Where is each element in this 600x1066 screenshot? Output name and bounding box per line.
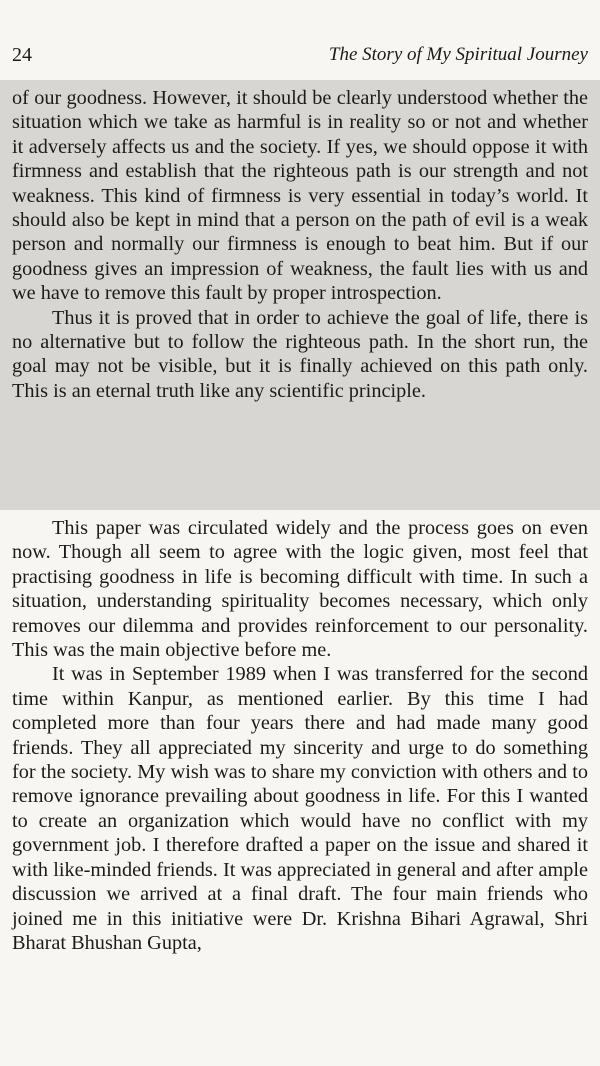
quoted-excerpt-text — [12, 86, 588, 403]
quote-paragraph: of our goodness. However, it should be clearly understood whether the situation which we take as harmful is in reality so or not and whether it adversely affects us and the society. If yes, we should oppose it with firmness and establish that the righteous path is our strength and not weakness. This kind of firmness is very essential in today’s world. It should also be kept in mind that a person on the path of evil is a weak person and normally our firmness is enough to beat him. But if our goodness gives an impression of weakness, the fault lies with us and we have to remove this fault by proper introspection. — [12, 87, 588, 305]
page-header — [12, 42, 588, 72]
page-number: 24 — [12, 44, 32, 66]
quote-paragraph: Thus it is proved that in order to achieve the goal of life, there is no alternative but to follow the righteous path. In the short run, the goal may not be visible, but it is finally achieved on this path only. This is an eternal truth like any scientific principle. — [12, 306, 588, 402]
running-title: The Story of My Spiritual Journey — [328, 44, 588, 65]
body-paragraph: It was in September 1989 when I was transferred for the second time within Kanpur, as mentioned earlier. By this time I had completed more than four years there and had made many good friends. They all appreciated my sincerity and urge to do something for the society. My wish was to share my conviction with others and to remove ignorance prevailing about goodness in life. For this I wanted to create an organization which would have no conflict with my government job. I therefore drafted a paper on the issue and shared it with like-minded friends. It was appreciated in general and after ample discussion we arrived at a final draft. The four main friends who joined me in this initiative were Dr. Krishna Bihari Agrawal, Shri Bharat Bhushan Gupta, — [12, 663, 588, 954]
body-text — [12, 516, 588, 955]
body-paragraph: This paper was circulated widely and the process goes on even now. Though all seem to agree with the logic given, most feel that practising goodness in life is becoming difficult with time. In such a situation, understanding spirituality becomes necessary, which only removes our dilemma and provides reinforcement to our personality. This was the main objective before me. — [12, 517, 588, 662]
